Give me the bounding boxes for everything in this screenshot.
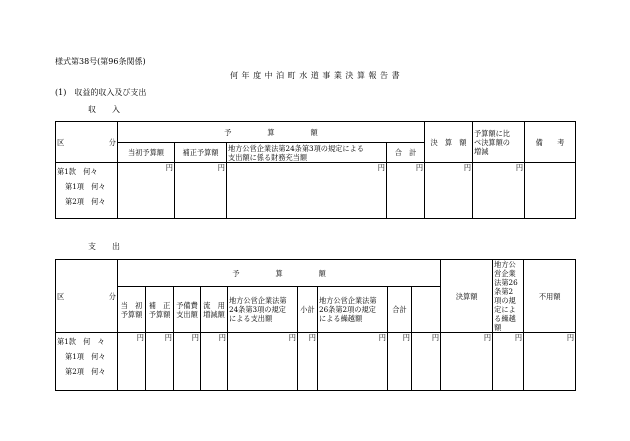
income-yen-unit: 円 <box>473 163 525 219</box>
expense-category-header: 区 分 <box>56 260 118 333</box>
expense-yen-unit: 円 <box>318 333 388 391</box>
expense-reserve-header: 予備費 支出額 <box>174 287 201 333</box>
expense-budget-header: 予 算 額 <box>118 260 441 287</box>
expense-yen-unit: 円 <box>174 333 201 391</box>
expense-transfer-header: 流 用 増減額 <box>201 287 228 333</box>
expense-article26-header: 地方公営企業法第 26条第2項の規定 による繰越額 <box>318 287 388 333</box>
income-supplementary-header: 補正予算額 <box>175 143 227 163</box>
expense-yen-unit: 円 <box>493 333 524 391</box>
expense-initial-header: 当 初 予算額 <box>118 287 146 333</box>
income-table <box>55 121 576 219</box>
income-yen-unit: 円 <box>425 163 473 219</box>
income-diff-header: 予算額に比 べ決算額の 増減 <box>473 122 525 163</box>
list-item: 第2項 何々 <box>65 197 106 206</box>
expense-carryover-header: 地方公営企業 法第26条第2 項の規定によ る繰越額 <box>493 260 524 333</box>
income-heading: 収 入 <box>88 105 120 114</box>
list-item: 第1款 何 々 <box>57 337 105 346</box>
expense-heading: 支 出 <box>88 242 120 251</box>
income-yen-unit: 円 <box>227 163 387 219</box>
expense-supplementary-header: 補 正 予算額 <box>146 287 174 333</box>
form-label: 様式第38号(第96条関係) <box>55 57 146 66</box>
expense-yen-unit: 円 <box>388 333 412 391</box>
list-item: 第1款 何々 <box>57 167 98 176</box>
income-total-header: 合 計 <box>387 143 425 163</box>
expense-yen-unit: 円 <box>146 333 174 391</box>
expense-yen-unit: 円 <box>441 333 493 391</box>
list-item: 第1項 何々 <box>65 352 106 361</box>
section-heading: (1) 収益的収入及び支出 <box>55 88 147 97</box>
income-yen-unit: 円 <box>118 163 175 219</box>
expense-row-labels <box>56 333 118 391</box>
income-budget-header: 予 算 額 <box>118 122 425 143</box>
income-initial-budget-header: 当初予算額 <box>118 143 175 163</box>
expense-total-header: 合計 <box>388 287 412 333</box>
report-title: 何 年 度 中 泊 町 水 道 事 業 決 算 報 告 書 <box>230 71 401 80</box>
income-settlement-header: 決 算 額 <box>425 122 473 163</box>
expense-table <box>55 259 576 391</box>
expense-yen-unit: 円 <box>118 333 146 391</box>
income-yen-unit: 円 <box>175 163 227 219</box>
list-item: 第2項 何々 <box>65 367 106 376</box>
income-row-labels <box>56 163 118 219</box>
list-item: 第1項 何々 <box>65 182 106 191</box>
expense-subtotal-header: 小計 <box>298 287 318 333</box>
expense-settlement-header: 決算額 <box>441 260 493 333</box>
expense-yen-unit: 円 <box>412 333 441 391</box>
income-remarks-cell <box>525 163 576 219</box>
expense-yen-unit: 円 <box>228 333 298 391</box>
income-article24-header: 地方公営企業法第24条第3項の規定による 支出額に係る財務充当額 <box>227 143 387 163</box>
income-remarks-header: 備 考 <box>525 122 576 163</box>
expense-yen-unit: 円 <box>298 333 318 391</box>
income-yen-unit: 円 <box>387 163 425 219</box>
expense-unused-header: 不用額 <box>524 260 576 333</box>
expense-yen-unit: 円 <box>201 333 228 391</box>
expense-yen-unit: 円 <box>524 333 576 391</box>
income-category-header: 区 分 <box>56 122 118 163</box>
expense-article24-header: 地方公営企業法第 24条第3項の規定 による支出額 <box>228 287 298 333</box>
